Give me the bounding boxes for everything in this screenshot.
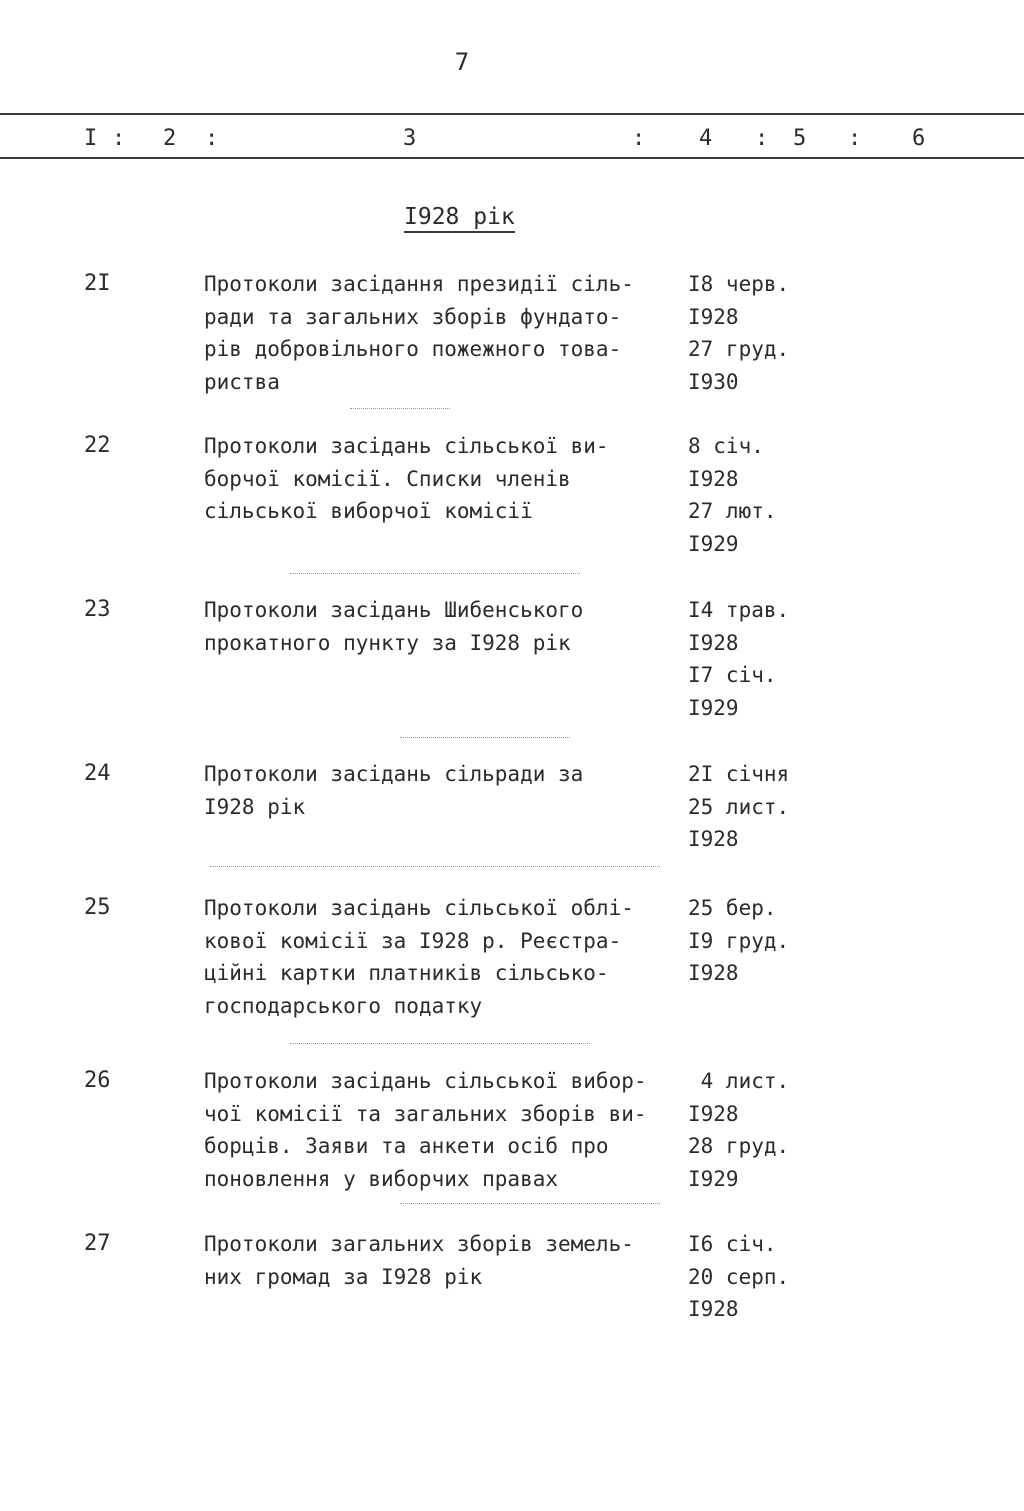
entry-number: 25: [84, 895, 111, 920]
entry-dates: 8 січ. I928 27 лют. I929: [688, 434, 777, 556]
page-number: 7: [454, 48, 470, 76]
entry-divider: [290, 573, 580, 575]
column-separator: :: [205, 126, 219, 151]
column-header-4: 4: [699, 126, 713, 151]
column-separator: :: [632, 126, 646, 151]
column-header-2: 2: [163, 126, 177, 151]
header-rule-top: [0, 113, 1024, 115]
entry-dates: 25 бер. I9 груд. I928: [688, 896, 790, 985]
entry-dates: I4 трав. I928 I7 січ. I929: [688, 598, 790, 720]
entry-dates: I6 січ. 20 серп. I928: [688, 1232, 790, 1321]
header-rule-bottom: [0, 157, 1024, 159]
entry-divider: [290, 1043, 590, 1045]
column-separator: :: [755, 126, 769, 151]
entry-dates: 4 лист. I928 28 груд. I929: [688, 1069, 790, 1191]
entry-title: Протоколи засідань сільради за I928 рік: [204, 762, 584, 819]
entry-divider: [400, 1203, 660, 1205]
entry-divider: [210, 866, 660, 868]
column-separator: :: [848, 126, 862, 151]
entry-title: Протоколи засідання президії сіль- ради та загальних зборів фундато- рів добровільного пожежного това- риства: [204, 272, 634, 394]
entry-number: 24: [84, 761, 111, 786]
entry-divider: [350, 408, 450, 410]
entry-number: 27: [84, 1231, 111, 1256]
entry-divider: [400, 737, 570, 739]
column-header-5: 5: [793, 126, 807, 151]
entry-number: 22: [84, 433, 111, 458]
section-title: I928 рік: [404, 203, 515, 233]
entry-title: Протоколи засідань сільської облі- кової комісії за I928 р. Реєстра- ційні картки платників сільсько- господарського податку: [204, 896, 634, 1018]
column-separator: :: [112, 126, 126, 151]
entry-title: Протоколи засідань сільської вибор- чої комісії та загальних зборів ви- борців. Заяви та анкети осіб про поновлення у виборчих правах: [204, 1069, 647, 1191]
entry-title: Протоколи загальних зборів земель- них громад за I928 рік: [204, 1232, 634, 1289]
column-header-6: 6: [912, 126, 926, 151]
entry-number: 2I: [84, 271, 111, 296]
column-header-1: I: [84, 126, 98, 151]
entry-title: Протоколи засідань Шибенського прокатного пункту за I928 рік: [204, 598, 584, 655]
entry-dates: 2I січня 25 лист. I928: [688, 762, 790, 851]
entry-number: 23: [84, 597, 111, 622]
entry-title: Протоколи засідань сільської ви- борчої комісії. Списки членів сільської виборчої комісії: [204, 434, 609, 523]
entry-dates: I8 черв. I928 27 груд. I930: [688, 272, 790, 394]
column-header-3: 3: [403, 126, 417, 151]
entry-number: 26: [84, 1068, 111, 1093]
